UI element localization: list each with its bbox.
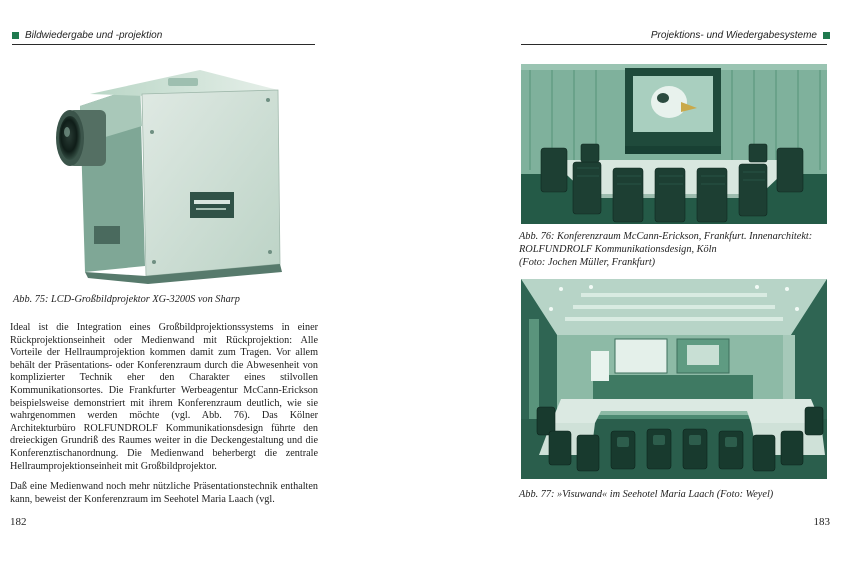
- figure-75-caption: Abb. 75: LCD-Großbildprojektor XG-3200S von Sharp: [13, 294, 240, 305]
- figure-77-caption: Abb. 77: »Visuwand« im Seehotel Maria Laach (Foto: Weyel): [519, 489, 774, 500]
- right-page: [425, 0, 850, 580]
- caption-line: (Foto: Jochen Müller, Frankfurt): [519, 257, 656, 268]
- conference-room-photo-76: [521, 64, 827, 224]
- figure-76-caption: [519, 230, 812, 269]
- header-rule: [521, 44, 827, 45]
- projector-photo: [50, 66, 290, 288]
- running-header-right: [651, 30, 830, 41]
- header-title: Bildwiedergabe und -projektion: [25, 30, 163, 41]
- body-text: [10, 322, 318, 514]
- header-title: Projektions- und Wiedergabesysteme: [650, 30, 817, 41]
- paragraph: Daß eine Medienwand noch mehr nützliche Präsentationstechnik enthalten kann, beweist der Konferenzraum im Seehotel Maria Laach (vgl.: [10, 481, 318, 505]
- page-number-left: 182: [10, 516, 27, 528]
- paragraph: Ideal ist die Integration eines Großbildprojektionssystems in einer Rückprojektionseinheit oder Medienwand mit Rückprojektion: Alle Vorteile der Hellraumprojektion kommen damit zum Tragen. Vor allem behält der Präsentations- oder Konferenzraum durch die Abwesenheit von komplizierter Technik eher den Charakter eines stilvollen Kommunikationsortes. Die Frankfurter Werbeagentur McCann-Erickson beispielsweise demonstriert mit ihrem Konferenzraum deutlich, wie sie wahrgenommen werden möchte (vgl. Abb. 76). Das Kölner Architekturbüro ROLFUNDROLF Kommunikationsdesign führte den dreieckigen Grundriß des Raumes weiter in die Deckengestaltung und die Konferenztischanordnung. Die Medienwand beherbergt die zentrale Hellraumprojektionseinheit mit Großbildprojektor.: [10, 322, 318, 472]
- page-number-right: 183: [813, 516, 830, 528]
- header-square-icon: [12, 32, 19, 39]
- header-square-icon: [823, 32, 830, 39]
- header-rule: [12, 44, 315, 45]
- running-header-left: [12, 30, 162, 41]
- conference-room-photo-77: [521, 279, 827, 479]
- caption-line: Abb. 76: Konferenzraum McCann-Erickson, Frankfurt. Innenarchitekt:: [519, 231, 813, 242]
- caption-line: ROLFUNDROLF Kommunikationsdesign, Köln: [519, 244, 717, 255]
